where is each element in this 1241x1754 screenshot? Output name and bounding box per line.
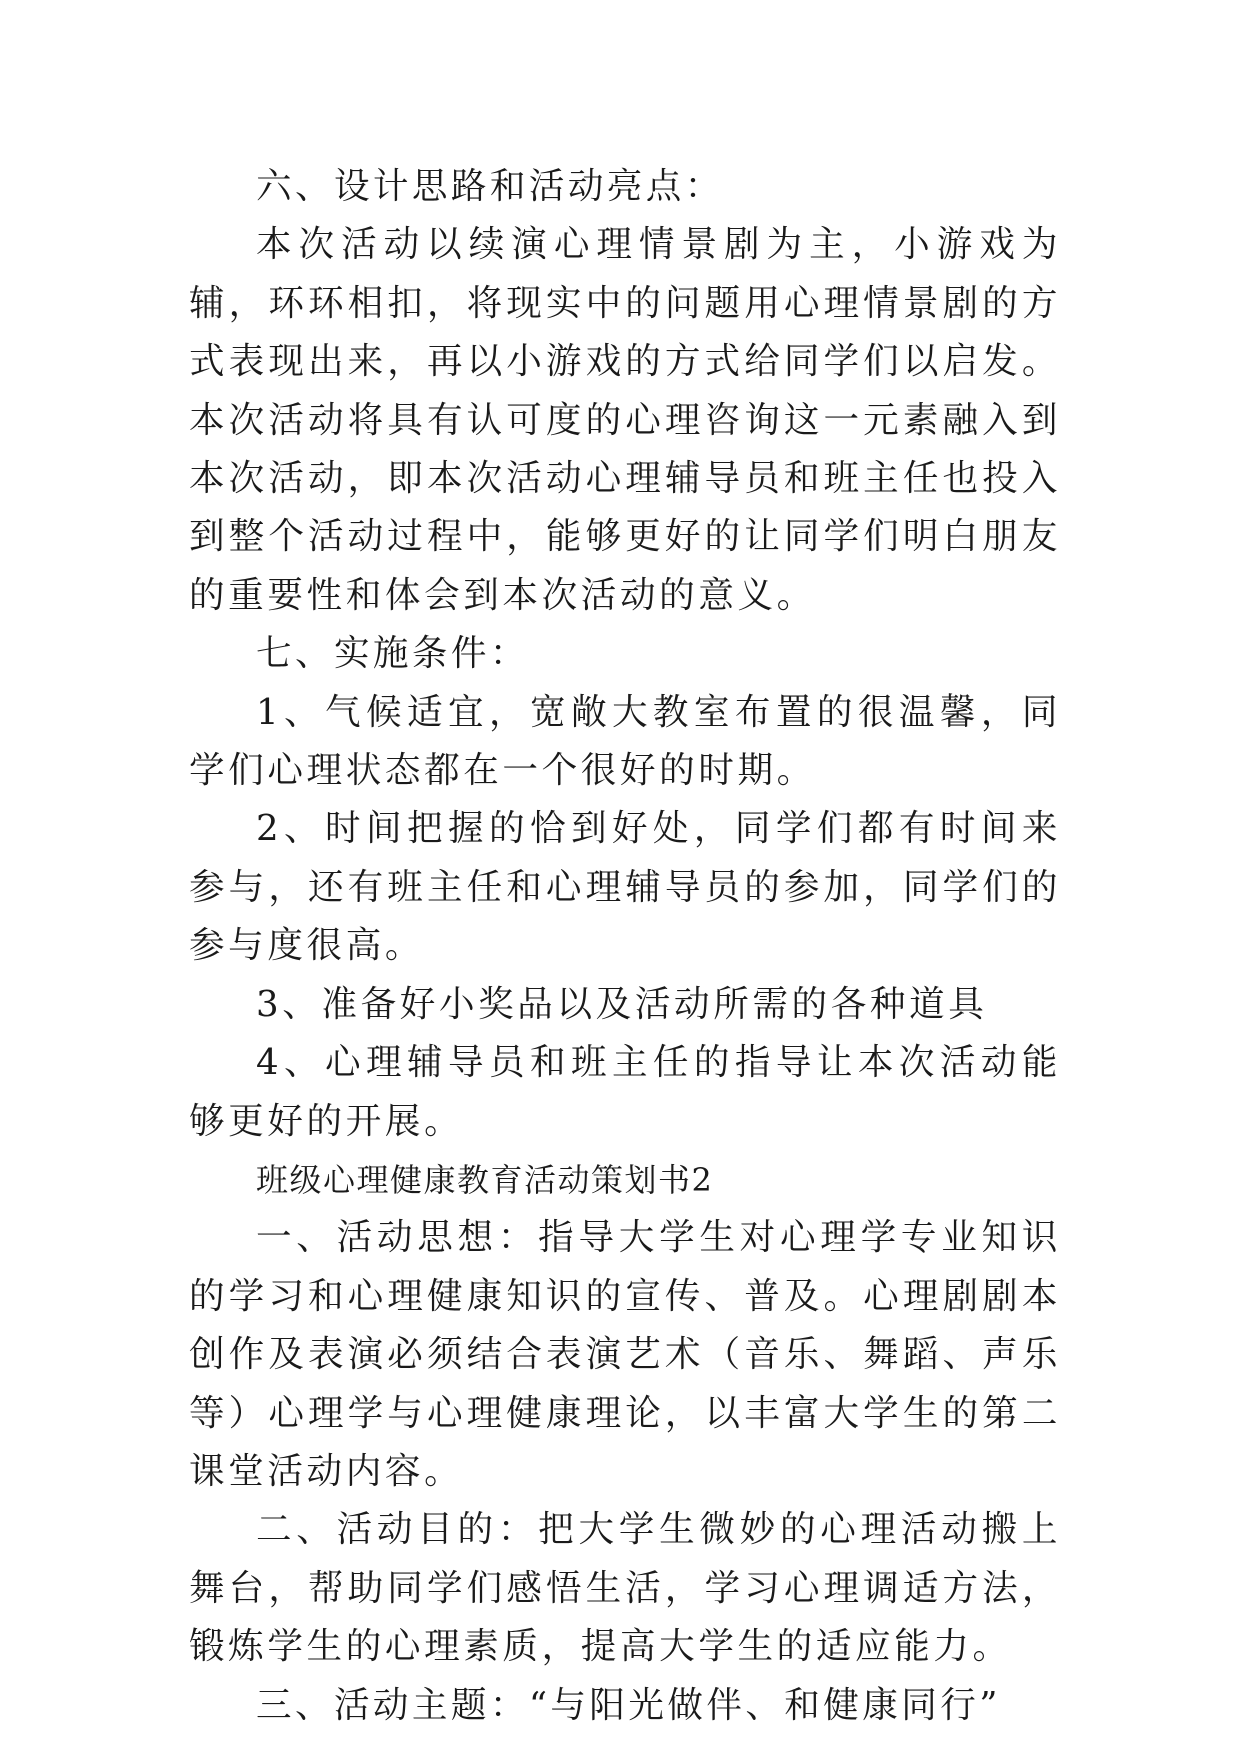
section-heading-design-ideas: 六、设计思路和活动亮点： (256, 166, 724, 207)
list-item-condition-3: 3、准备好小奖品以及活动所需的各种道具 (256, 983, 988, 1025)
paragraph-design-description: 本次活动以续演心理情景剧为主，小游戏为辅，环环相扣，将现实中的问题用心理情景剧的方式表现出来，再以小游戏的方式给同学们以启发。本次活动将具有认可度的心理咨询这一元素融入到本次活动，即本次活动心理辅导员和班主任也投入到整个活动过程中，能够更好的让同学们明白朋友的重要性和体会到本次活动的意义。 (189, 224, 1061, 616)
list-item-condition-1: 1、气候适宜，宽敞大教室布置的很温馨，同学们心理状态都在一个很好的时期。 (189, 691, 1061, 792)
paragraph-activity-thought: 一、活动思想：指导大学生对心理学专业知识的学习和心理健康知识的宣传、普及。心理剧剧本创作及表演必须结合表演艺术（音乐、舞蹈、声乐等）心理学与心理健康理论，以丰富大学生的第二课堂活动内容。 (189, 1217, 1061, 1492)
paragraph-activity-theme: 三、活动主题：“与阳光做伴、和健康同行” (256, 1684, 1001, 1726)
paragraph-activity-purpose: 二、活动目的：把大学生微妙的心理活动搬上舞台，帮助同学们感悟生活，学习心理调适方法，锻炼学生的心理素质，提高大学生的适应能力。 (189, 1509, 1061, 1668)
list-item-condition-2: 2、时间把握的恰到好处，同学们都有时间来参与，还有班主任和心理辅导员的参加，同学们的参与度很高。 (189, 808, 1061, 967)
document-title: 班级心理健康教育活动策划书2 (256, 1160, 714, 1199)
section-heading-conditions: 七、实施条件： (256, 633, 529, 675)
document-body (189, 158, 1061, 1735)
list-item-condition-4: 4、心理辅导员和班主任的指导让本次活动能够更好的开展。 (189, 1042, 1061, 1142)
